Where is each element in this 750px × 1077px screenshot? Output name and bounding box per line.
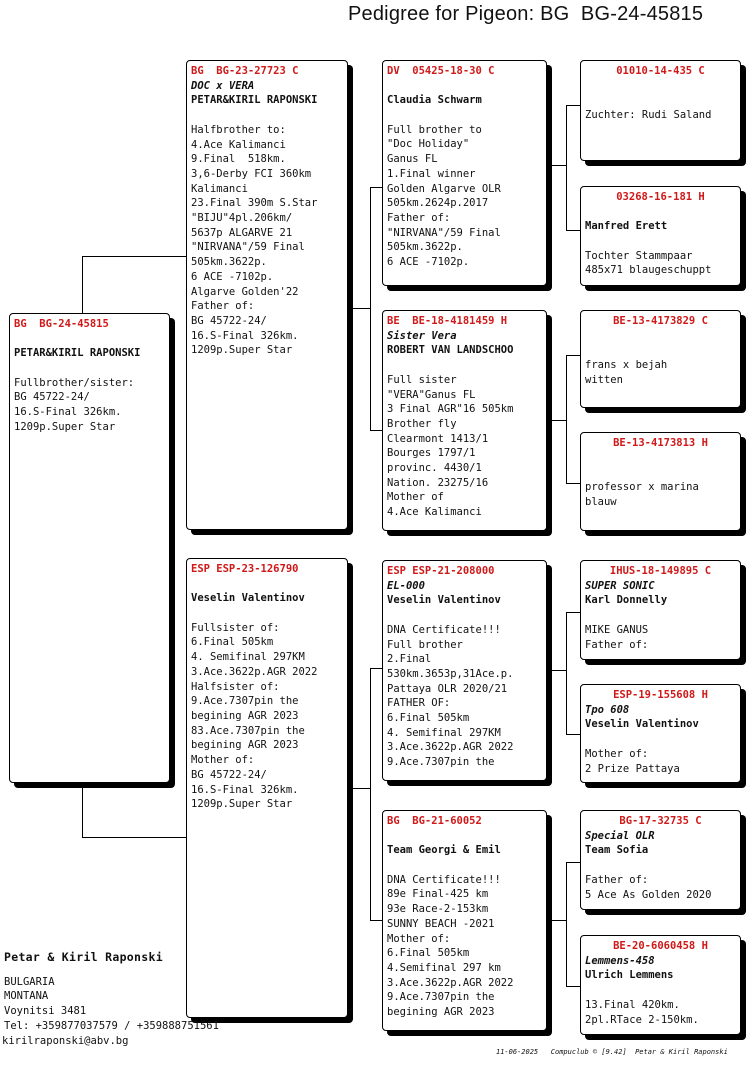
note-line: Halfbrother to:	[191, 123, 286, 136]
strain-name: Sister Vera	[387, 329, 457, 342]
note-line: Mother of:	[191, 754, 255, 767]
note-line: Full sister	[387, 373, 457, 386]
note-line: Golden Algarve OLR	[387, 182, 501, 195]
connector-dd-vertical	[566, 862, 567, 986]
note-line: 4. Semifinal 297KM	[387, 726, 501, 739]
note-line: "Doc Holiday"	[387, 138, 470, 151]
note-line: "NIRVANA"/59 Final	[191, 241, 305, 254]
note-line: "BIJU"4pl.206km/	[191, 212, 293, 225]
note-line: Father of:	[387, 212, 451, 224]
note-line: 2 Prize Pattaya	[585, 762, 680, 775]
note-line: Father of:	[585, 638, 649, 651]
spacer	[191, 577, 343, 592]
ring-number: BG-17-32735 C	[619, 815, 702, 827]
spacer	[585, 93, 736, 108]
pigeon-card-sds[interactable]	[580, 310, 741, 408]
note-line: 3 Final AGR"16 505km	[387, 403, 514, 416]
connector-ds-dsd	[566, 734, 581, 735]
footer-info: 11-06-2025 Compuclub © [9.42] Petar & Kiril Raponski	[496, 1048, 728, 1056]
note-line: 9.Final 518km.	[191, 153, 286, 166]
owner-email: kirilraponski@abv.bg	[2, 1034, 129, 1047]
owner-region: MONTANA	[4, 990, 49, 1003]
owner-name: Petar & Kiril Raponski	[4, 950, 163, 964]
spacer	[387, 358, 542, 373]
spacer	[585, 451, 736, 466]
pigeon-card-dam[interactable]	[186, 558, 348, 1018]
note-line: 1209p.Super Star	[191, 798, 293, 811]
note-line: 3,6-Derby FCI 360km	[191, 167, 312, 180]
note-line: 3.Ace.3622p.AGR 2022	[387, 741, 514, 754]
breeder-name: Manfred Erett	[585, 220, 668, 233]
note-line: 1209p.Super Star	[14, 420, 116, 433]
pigeon-card-dam-dam[interactable]	[382, 810, 547, 1031]
note-line: 3.Ace.3622p.AGR 2022	[191, 665, 318, 678]
note-line: 5637p ALGARVE 21	[191, 226, 293, 239]
pigeon-card-sire-dam[interactable]	[382, 310, 547, 531]
connector-ss-sss	[566, 105, 581, 106]
note-line: 1209p.Super Star	[191, 344, 293, 357]
connector-sd-vertical	[566, 355, 567, 483]
note-line: 9.Ace.7307pin the	[191, 695, 299, 708]
note-line: Father of:	[585, 873, 649, 886]
note-line: 93e Race-2-153km	[387, 903, 489, 916]
note-line: 9.Ace.7307pin the	[387, 991, 495, 1004]
note-line: "VERA"Ganus FL	[387, 388, 476, 401]
connector-sd-sds	[566, 355, 581, 356]
pigeon-card-dss[interactable]	[580, 560, 741, 660]
strain-name: Special OLR	[585, 829, 655, 842]
breeder-name: Veselin Valentinov	[191, 592, 305, 605]
ring-number: BG BG-24-45815	[14, 318, 109, 330]
note-line: "NIRVANA"/59 Final	[387, 226, 501, 239]
spacer	[585, 732, 736, 747]
note-line: Kalimanci	[191, 182, 248, 195]
spacer	[585, 79, 736, 94]
note-line: Clearmont 1413/1	[387, 432, 489, 445]
connector-dam-vertical	[370, 668, 371, 920]
note-line: 13.Final 420km.	[585, 998, 680, 1011]
note-line: Fullsister of:	[191, 621, 280, 634]
breeder-name: PETAR&KIRIL RAPONSKI	[191, 94, 318, 107]
pigeon-card-dam-sire[interactable]	[382, 560, 547, 781]
ring-number: ESP ESP-21-208000	[387, 565, 495, 577]
ring-number: 03268-16-181 H	[616, 191, 705, 203]
note-line: blauw	[585, 495, 617, 508]
note-line: SUNNY BEACH -2021	[387, 917, 495, 930]
note-line: 485x71 blaugeschuppt	[585, 264, 712, 277]
note-line: DNA Certificate!!!	[387, 623, 501, 636]
note-line: Brother fly	[387, 417, 457, 430]
note-line: BG 45722-24/	[191, 768, 267, 781]
note-line: professor x marina	[585, 481, 699, 494]
pigeon-card-dsd[interactable]	[580, 684, 741, 783]
pigeon-card-dds[interactable]	[580, 810, 741, 910]
spacer	[585, 858, 736, 873]
note-line: Father of:	[191, 300, 255, 313]
strain-name: SUPER SONIC	[585, 579, 655, 592]
pigeon-card-ssd[interactable]	[580, 186, 741, 286]
note-line: 23.Final 390m S.Star	[191, 197, 318, 210]
note-line: begining AGR 2023	[191, 710, 299, 722]
spacer	[191, 108, 343, 123]
note-line: begining AGR 2023	[387, 1006, 495, 1019]
ring-number: DV 05425-18-30 C	[387, 65, 495, 77]
note-line: 6.Final 505km	[191, 636, 274, 649]
connector-dd-dds	[566, 862, 581, 863]
ring-number: ESP-19-155608 H	[613, 689, 708, 701]
note-line: Zuchter: Rudi Saland	[585, 109, 712, 122]
note-line: provinc. 4430/1	[387, 462, 482, 475]
breeder-name: Karl Donnelly	[585, 594, 668, 607]
note-line: Tochter Stammpaar	[585, 249, 693, 262]
spacer	[585, 608, 736, 623]
page-title: Pedigree for Pigeon: BG BG-24-45815	[348, 3, 704, 25]
connector-ds-vertical	[566, 612, 567, 734]
note-line: DNA Certificate!!!	[387, 873, 501, 886]
connector-ds-dss	[566, 612, 581, 613]
owner-block	[2, 950, 219, 1048]
note-line: 4.Ace Kalimanci	[387, 506, 482, 519]
spacer	[191, 606, 343, 621]
note-line: frans x bejah	[585, 359, 668, 372]
note-line: 4.Ace Kalimanci	[191, 138, 286, 151]
connector-sd-sdd	[566, 483, 581, 484]
note-line: Fullbrother/sister:	[14, 376, 135, 389]
connector-subject-to-sire	[82, 256, 187, 257]
note-line: 505km.3622p.	[387, 241, 463, 254]
note-line: Mother of:	[585, 747, 649, 760]
spacer	[387, 858, 542, 873]
note-line: Nation. 23275/16	[387, 476, 489, 489]
ring-number: BG BG-21-60052	[387, 815, 482, 827]
pigeon-card-subject[interactable]	[9, 313, 170, 783]
breeder-name: Veselin Valentinov	[387, 594, 501, 607]
breeder-name: Team Sofia	[585, 844, 649, 857]
note-line: Pattaya OLR 2020/21	[387, 682, 508, 695]
spacer	[387, 108, 542, 123]
connector-sire-to-ss	[348, 308, 370, 309]
owner-address: Voynitsi 3481	[4, 1005, 87, 1018]
strain-name: Lemmens-458	[585, 954, 655, 967]
connector-ds-to-parents	[547, 670, 566, 671]
note-line: Halfsister of:	[191, 680, 280, 693]
ring-number: 01010-14-435 C	[616, 65, 705, 77]
note-line: Full brother	[387, 638, 463, 651]
ring-number: BE-13-4173813 H	[613, 437, 708, 449]
note-line: Mother of:	[387, 932, 451, 945]
owner-country: BULGARIA	[4, 975, 55, 988]
note-line: FATHER OF:	[387, 697, 451, 710]
note-line: 1.Final winner	[387, 167, 476, 180]
connector-sd-to-parents	[547, 420, 566, 421]
note-line: begining AGR 2023	[191, 739, 299, 752]
breeder-name: Veselin Valentinov	[585, 718, 699, 731]
pigeon-card-sire[interactable]	[186, 60, 348, 530]
spacer	[585, 465, 736, 480]
connector-ss-to-parents	[547, 165, 566, 166]
connector-ss-ssd	[566, 230, 581, 231]
breeder-name: Claudia Schwarm	[387, 94, 482, 107]
connector-dam-to-ds	[348, 788, 370, 789]
note-line: 16.S-Final 326km.	[191, 329, 299, 342]
owner-phone: Tel: +359877037579 / +359888751561	[4, 1019, 219, 1032]
note-line: BG 45722-24/	[14, 391, 90, 404]
pigeon-card-ddd[interactable]	[580, 935, 741, 1035]
strain-name: DOC x VERA	[191, 79, 255, 92]
spacer	[585, 234, 736, 249]
ring-number: BE BE-18-4181459 H	[387, 315, 508, 327]
note-line: 4. Semifinal 297KM	[191, 651, 305, 664]
pigeon-card-sire-sire[interactable]	[382, 60, 547, 286]
connector-subject-to-dam	[82, 837, 187, 838]
note-line: 16.S-Final 326km.	[191, 783, 299, 796]
note-line: 530km.3653p,31Ace.p.	[387, 667, 514, 680]
note-line: 505km.2624p.2017	[387, 197, 489, 210]
connector-ss-vertical	[566, 105, 567, 230]
note-line: 3.Ace.3622p.AGR 2022	[387, 976, 514, 989]
note-line: 83.Ace.7307pin the	[191, 724, 305, 737]
note-line: Ganus FL	[387, 153, 438, 166]
ring-number: BE-13-4173829 C	[613, 315, 708, 327]
note-line: Mother of	[387, 491, 444, 504]
connector-dd-to-parents	[547, 920, 566, 921]
spacer	[387, 829, 542, 844]
note-line: 505km.3622p.	[191, 256, 267, 269]
note-line: Algarve Golden'22	[191, 285, 299, 298]
spacer	[387, 79, 542, 94]
breeder-name: Team Georgi & Emil	[387, 844, 501, 857]
note-line: witten	[585, 373, 623, 386]
spacer	[14, 332, 165, 347]
spacer	[585, 329, 736, 344]
spacer	[585, 343, 736, 358]
strain-name: EL-000	[387, 579, 425, 592]
ring-number: BG BG-23-27723 C	[191, 65, 299, 77]
note-line: 4.Semifinal 297 km	[387, 962, 501, 974]
note-line: Full brother to	[387, 123, 482, 136]
note-line: 6.Final 505km	[387, 712, 470, 725]
pigeon-card-sdd[interactable]	[580, 432, 741, 531]
connector-dd-ddd	[566, 986, 581, 987]
breeder-name: Ulrich Lemmens	[585, 969, 674, 982]
pigeon-card-sss[interactable]	[580, 60, 741, 161]
note-line: 2.Final	[387, 653, 432, 666]
note-line: 2pl.RTace 2-150km.	[585, 1013, 699, 1026]
note-line: 6.Final 505km	[387, 947, 470, 960]
ring-number: ESP ESP-23-126790	[191, 563, 299, 575]
note-line: 6 ACE -7102p.	[191, 270, 274, 283]
spacer	[585, 205, 736, 220]
ring-number: IHUS-18-149895 C	[609, 565, 712, 577]
breeder-name: PETAR&KIRIL RAPONSKI	[14, 347, 141, 360]
note-line: 9.Ace.7307pin the	[387, 756, 495, 769]
note-line: MIKE GANUS	[585, 623, 649, 636]
note-line: 6 ACE -7102p.	[387, 256, 470, 269]
breeder-name: ROBERT VAN LANDSCHOO	[387, 344, 514, 357]
note-line: BG 45722-24/	[191, 314, 267, 327]
ring-number: BE-20-6060458 H	[613, 940, 708, 952]
note-line: 5 Ace As Golden 2020	[585, 888, 712, 901]
note-line: Bourges 1797/1	[387, 447, 476, 460]
note-line: 89e Final-425 km	[387, 888, 489, 901]
spacer	[387, 608, 542, 623]
spacer	[14, 361, 165, 376]
strain-name: Tpo 608	[585, 703, 630, 716]
note-line: 16.S-Final 326km.	[14, 406, 122, 419]
connector-sire-vertical	[370, 187, 371, 430]
spacer	[585, 983, 736, 998]
